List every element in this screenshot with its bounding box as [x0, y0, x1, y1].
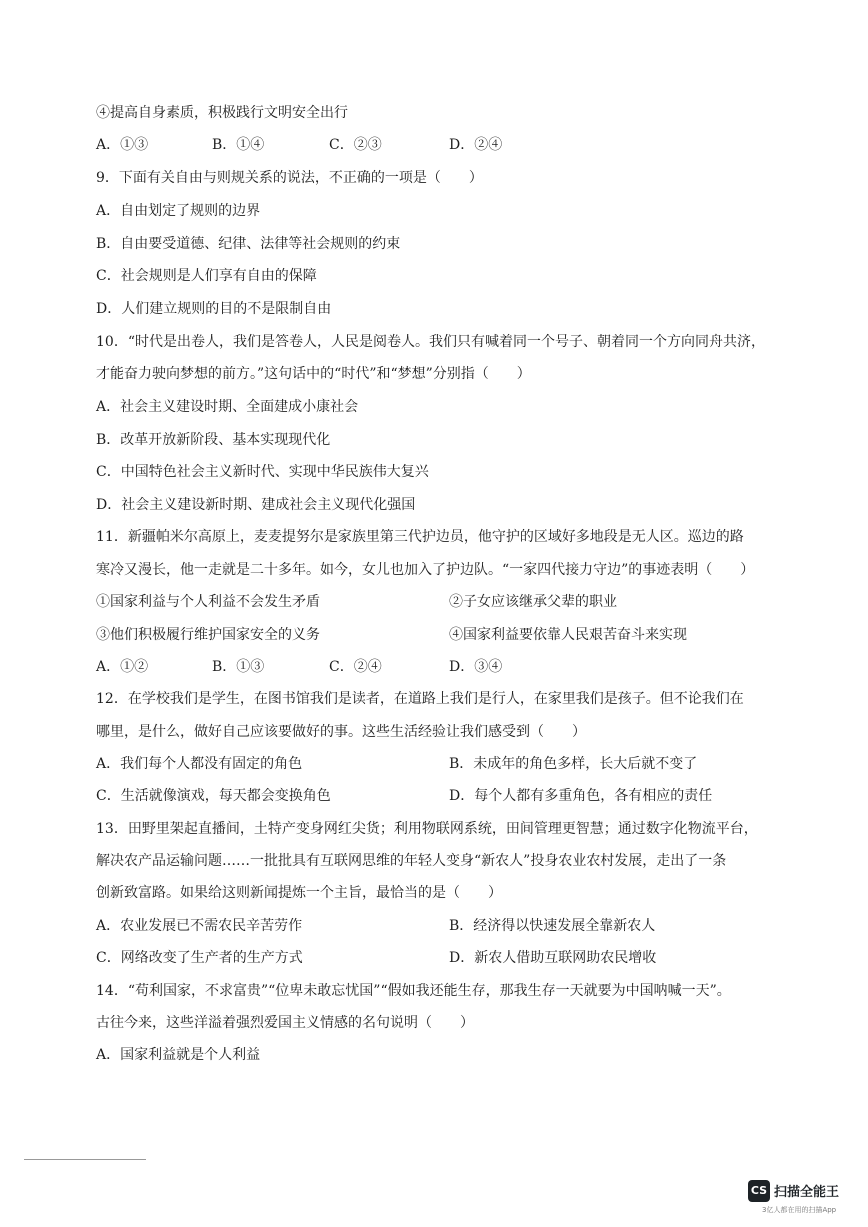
q13-stem-line-1: 13．田野里架起直播间，土特产变身网红尖货；利用物联网系统，田间管理更智慧；通过数字化物流平台， [96, 821, 758, 837]
q10-option-d: D．社会主义建设新时期、建成社会主义现代化强国 [96, 497, 416, 513]
q10-option-b: B．改革开放新阶段、基本实现现代化 [96, 432, 331, 448]
prev-option-c: C．②③ [329, 137, 382, 153]
q13-option-c: C．网络改变了生产者的生产方式 [96, 950, 303, 966]
q12-option-c: C．生活就像演戏，每天都会变换角色 [96, 788, 331, 804]
q11-item-4: ④国家利益要依靠人民艰苦奋斗来实现 [449, 627, 687, 643]
q11-item-2: ②子女应该继承父辈的职业 [449, 594, 617, 610]
q13-option-d: D．新农人借助互联网助农民增收 [449, 950, 657, 966]
q10-stem-line-2: 才能奋力驶向梦想的前方。”这句话中的“时代”和“梦想”分别指（ ） [96, 366, 531, 382]
footer-divider [24, 1159, 146, 1160]
q13-option-a: A．农业发展已不需农民辛苦劳作 [96, 918, 303, 934]
prev-option-d: D．②④ [449, 137, 503, 153]
q12-stem-line-2: 哪里，是什么，做好自己应该要做好的事。这些生活经验让我们感受到（ ） [96, 724, 586, 740]
prev-option-a: A．①③ [96, 137, 149, 153]
q13-stem-line-2: 解决农产品运输问题……一批批具有互联网思维的年轻人变身“新农人”投身农业农村发展，走出了一条 [96, 853, 727, 869]
q11-stem-line-2: 寒冷又漫长，他一走就是二十多年。如今，女儿也加入了护边队。“一家四代接力守边”的事迹表明（ ） [96, 562, 755, 578]
q14-option-a: A．国家利益就是个人利益 [96, 1047, 261, 1063]
q11-item-3: ③他们积极履行维护国家安全的义务 [96, 627, 320, 643]
q13-stem-line-3: 创新致富路。如果给这则新闻提炼一个主旨，最恰当的是（ ） [96, 885, 502, 901]
q13-option-b: B．经济得以快速发展全靠新农人 [449, 918, 656, 934]
q14-stem-line-2: 古往今来，这些洋溢着强烈爱国主义情感的名句说明（ ） [96, 1015, 474, 1031]
q11-option-b: B．①③ [212, 659, 265, 675]
q10-stem-line-1: 10．“时代是出卷人，我们是答卷人，人民是阅卷人。我们只有喊着同一个号子、朝着同一个方向同舟共济， [96, 334, 765, 350]
scanner-watermark [748, 1180, 858, 1220]
q11-option-a: A．①② [96, 659, 149, 675]
q9-option-a: A．自由划定了规则的边界 [96, 203, 261, 219]
prev-item-4: ④提高自身素质，积极践行文明安全出行 [96, 105, 348, 121]
q12-stem-line-1: 12．在学校我们是学生，在图书馆我们是读者，在道路上我们是行人，在家里我们是孩子。但不论我们在 [96, 691, 744, 707]
camscanner-logo-icon: CS [748, 1180, 770, 1202]
prev-option-b: B．①④ [212, 137, 265, 153]
q9-stem: 9．下面有关自由与则规关系的说法，不正确的一项是（ ） [96, 170, 483, 186]
q12-option-d: D．每个人都有多重角色，各有相应的责任 [449, 788, 713, 804]
q10-option-a: A．社会主义建设时期、全面建成小康社会 [96, 399, 359, 415]
q14-stem-line-1: 14．“苟利国家，不求富贵”“位卑未敢忘忧国”“假如我还能生存，那我生存一天就要为中国呐喊一天”。 [96, 983, 731, 999]
q9-option-d: D．人们建立规则的目的不是限制自由 [96, 301, 332, 317]
q9-option-c: C．社会规则是人们享有自由的保障 [96, 268, 317, 284]
q11-option-c: C．②④ [329, 659, 382, 675]
q12-option-a: A．我们每个人都没有固定的角色 [96, 756, 303, 772]
q11-option-d: D．③④ [449, 659, 503, 675]
watermark-app-name: 扫描全能王 [774, 1185, 840, 1200]
q12-option-b: B．未成年的角色多样，长大后就不变了 [449, 756, 698, 772]
q10-option-c: C．中国特色社会主义新时代、实现中华民族伟大复兴 [96, 464, 429, 480]
watermark-tagline: 3亿人都在用的扫描App [762, 1206, 837, 1214]
q11-stem-line-1: 11．新疆帕米尔高原上，麦麦提努尔是家族里第三代护边员，他守护的区域好多地段是无人区。巡边的路 [96, 529, 744, 545]
q11-item-1: ①国家利益与个人利益不会发生矛盾 [96, 594, 320, 610]
q9-option-b: B．自由要受道德、纪律、法律等社会规则的约束 [96, 236, 401, 252]
